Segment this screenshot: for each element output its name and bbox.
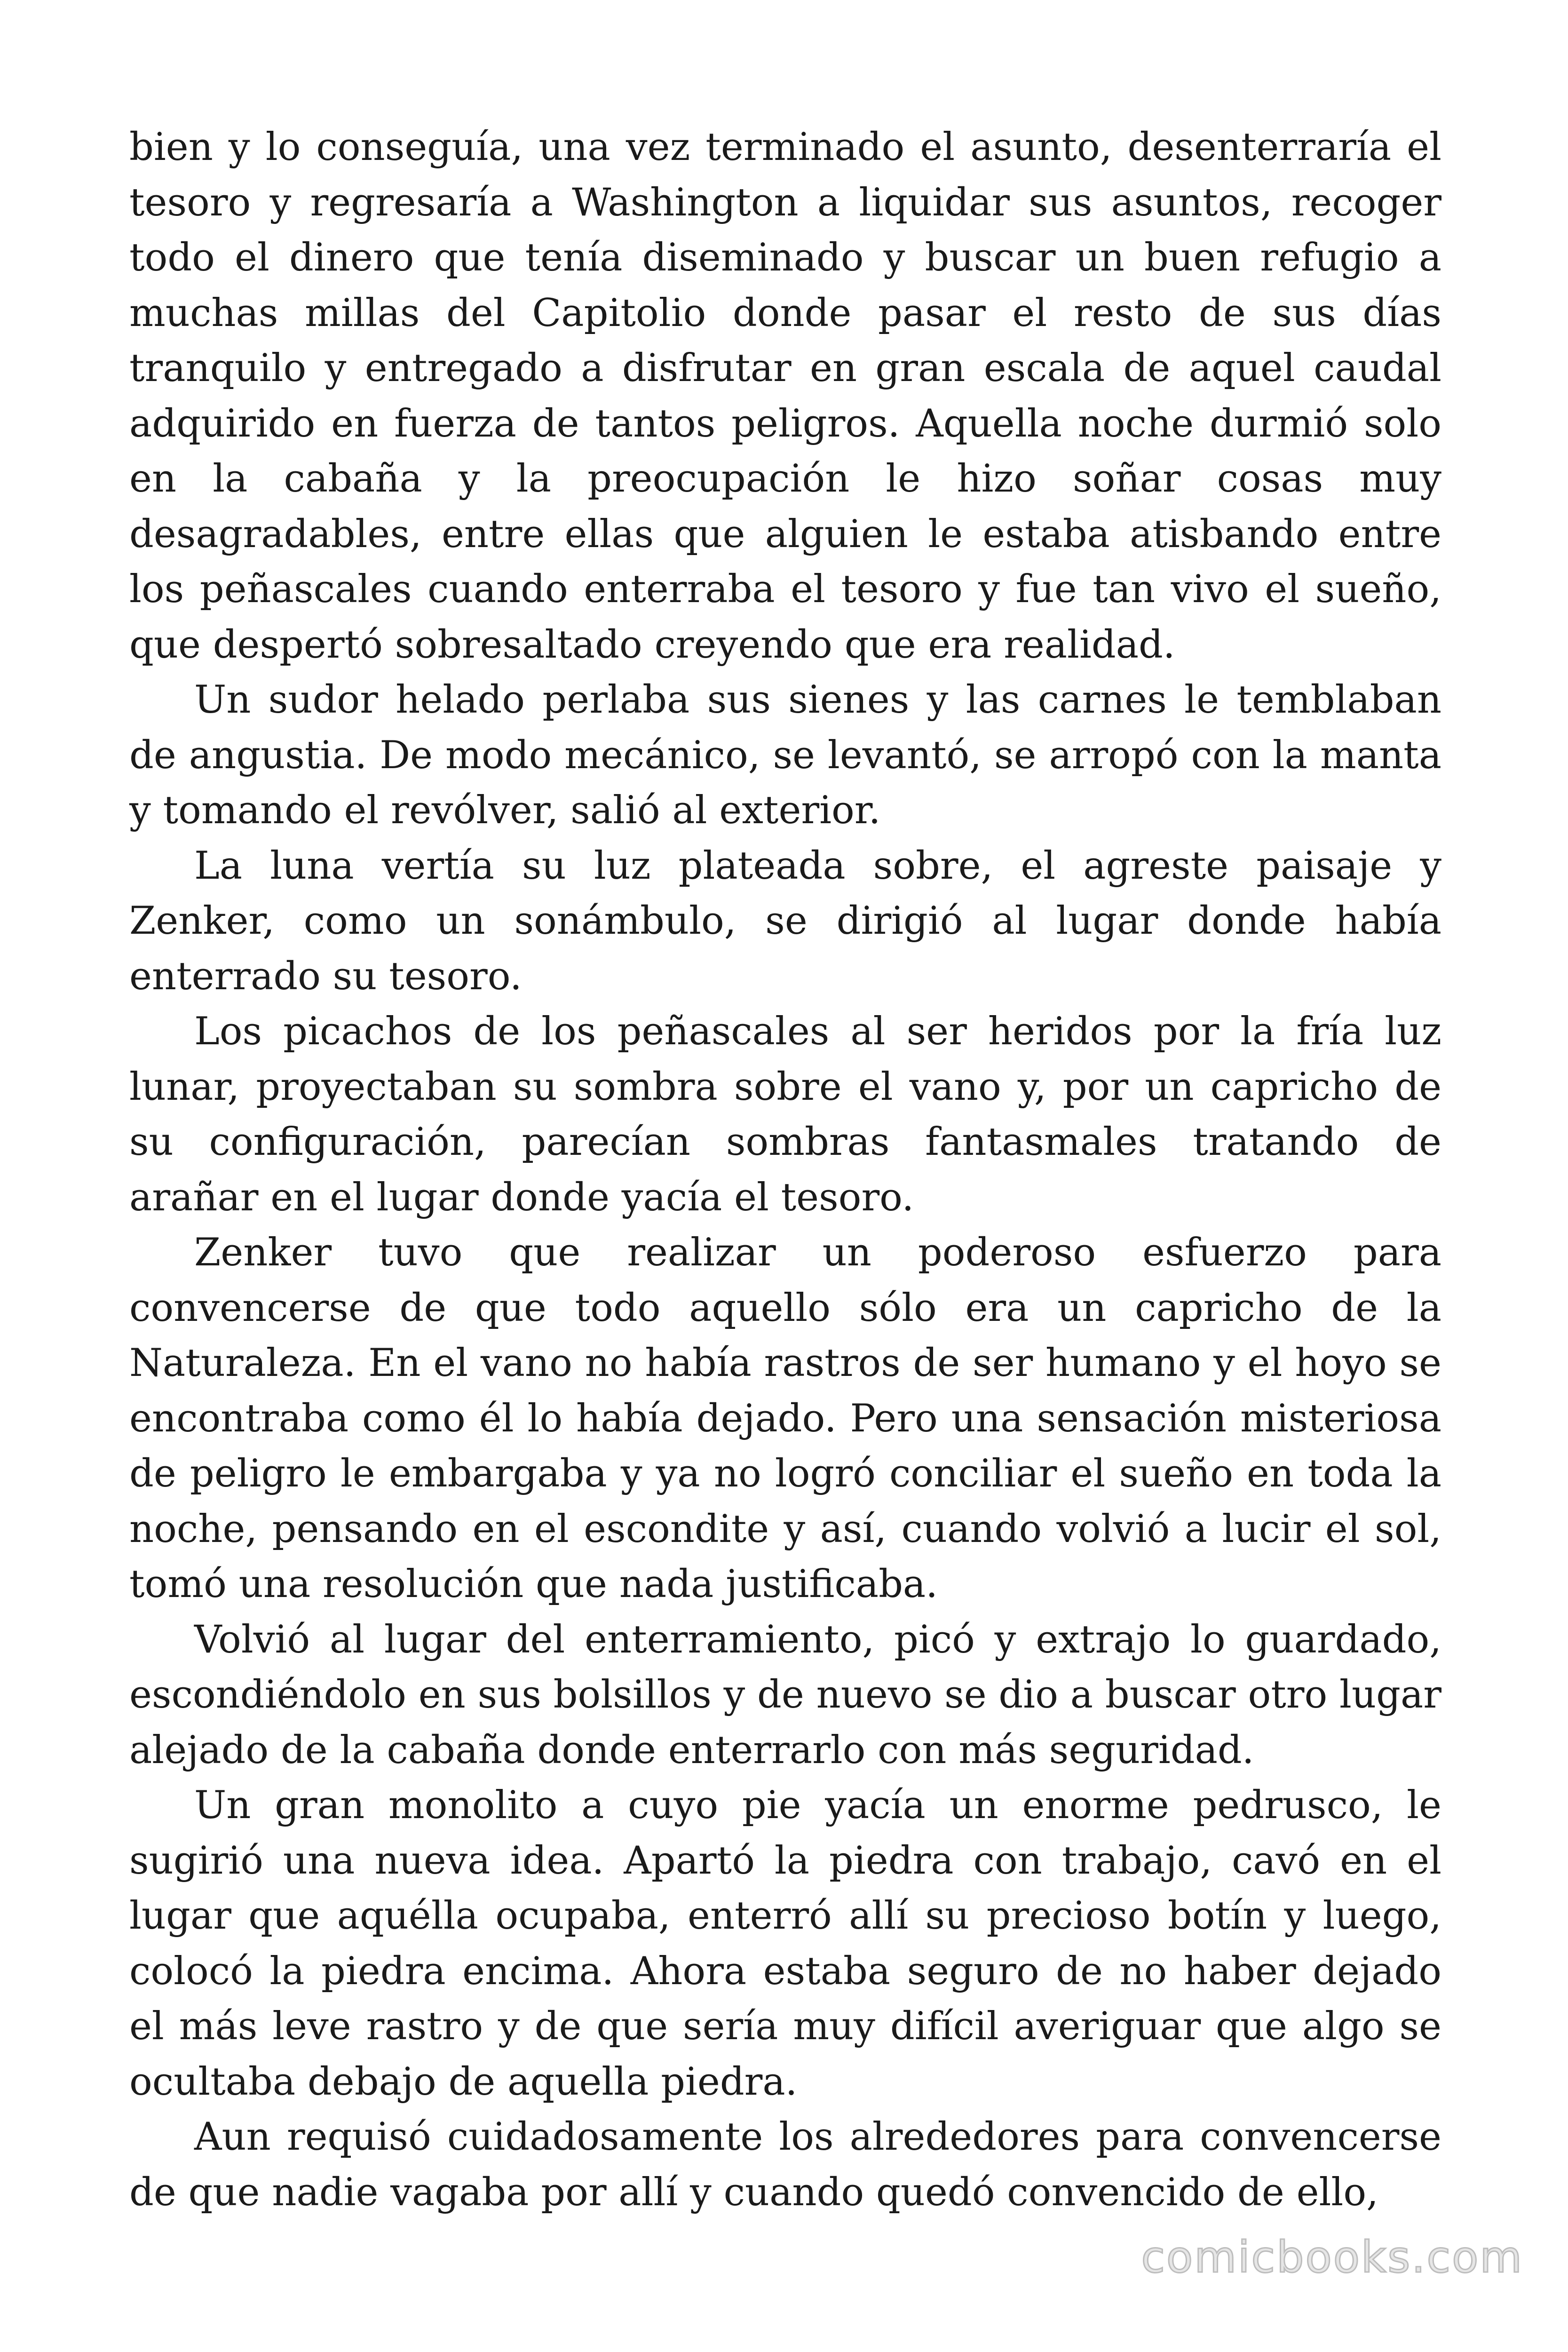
paragraph-3: La luna vertía su luz plateada sobre, el agreste paisaje y Zenker, como un sonámbulo, se dirigió al lugar donde había enterrado su tesoro. — [129, 843, 1441, 999]
page-body — [129, 120, 1441, 2220]
paragraph-6: Volvió al lugar del enterramiento, picó y extrajo lo guardado, escondiéndolo en sus bolsillos y de nuevo se dio a buscar otro lugar alejado de la cabaña donde enterrarlo con más seguridad. — [129, 1617, 1441, 1772]
paragraph-4: Los picachos de los peñascales al ser heridos por la fría luz lunar, proyectaban su sombra sobre el vano y, por un capricho de su configuración, parecían sombras fantasmales tratando de arañar en el lugar donde yacía el tesoro. — [129, 1009, 1441, 1220]
paragraph-1: bien y lo conseguía, una vez terminado el asunto, desenterraría el tesoro y regresaría a Washington a liquidar sus asuntos, recoger todo el dinero que tenía diseminado y buscar un buen refugio a muchas millas del Capitolio donde pasar el resto de sus días tranquilo y entregado a disfrutar en gran escala de aquel caudal adquirido en fuerza de tantos peligros. Aquella noche durmió solo en la cabaña y la preocupación le hizo soñar cosas muy desagradables, entre ellas que alguien le estaba atisbando entre los peñascales cuando enterraba el tesoro y fue tan vivo el sueño, que despertó sobresaltado creyendo que era realidad. — [129, 125, 1441, 667]
paragraph-2: Un sudor helado perlaba sus sienes y las carnes le temblaban de angustia. De modo mecánico, se levantó, se arropó con la manta y tomando el revólver, salió al exterior. — [129, 678, 1441, 833]
watermark: comicbooks.com — [1141, 2232, 1523, 2282]
paragraph-7: Un gran monolito a cuyo pie yacía un enorme pedrusco, le sugirió una nueva idea. Apartó la piedra con trabajo, cavó en el lugar que aquélla ocupaba, enterró allí su precioso botín y luego, colocó la piedra encima. Ahora estaba seguro de no haber dejado el más leve rastro y de que sería muy difícil averiguar que algo se ocultaba debajo de aquella piedra. — [129, 1783, 1441, 2104]
paragraph-5: Zenker tuvo que realizar un poderoso esfuerzo para convencerse de que todo aquello sólo era un capricho de la Naturaleza. En el vano no había rastros de ser humano y el hoyo se encontraba como él lo había dejado. Pero una sensación misteriosa de peligro le embargaba y ya no logró conciliar el sueño en toda la noche, pensando en el escondite y así, cuando volvió a lucir el sol, tomó una resolución que nada justificaba. — [129, 1231, 1441, 1606]
paragraph-8: Aun requisó cuidadosamente los alrededores para convencerse de que nadie vagaba por allí y cuando quedó convencido de ello, — [129, 2115, 1441, 2215]
